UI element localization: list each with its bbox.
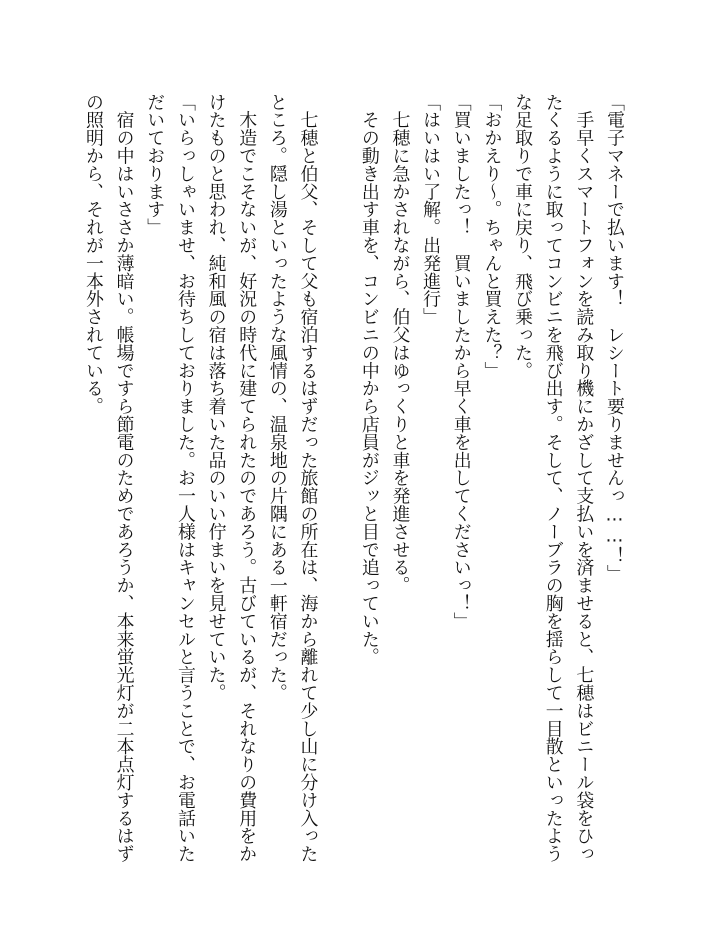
text-column: 「いらっしゃいませ、お待ちしておりました。お一人様はキャンセルと言うことで、お電話いた — [174, 93, 196, 863]
text-column: 宿の中はいささか薄暗い。帳場ですら節電のためであろうか、本来蛍光灯が二本点灯するはず — [113, 93, 135, 863]
text-column: 「電子マネーで払います！ レシート要りませんっ……！」 — [604, 93, 625, 583]
text-column: 木造でこそないが、好況の時代に建てられたのであろう。古びているが、それなりの費用をか — [236, 93, 258, 863]
text-column: 「はいはい了解。出発進行」 — [420, 93, 442, 326]
text-column: だいております」 — [144, 93, 166, 237]
text-column: な足取りで車に戻り、飛び乗った。 — [512, 93, 534, 380]
text-column: 「おかえり〜。ちゃんと買えた？」 — [481, 93, 503, 380]
text-column: けたものと思われ、純和風の宿は落ち着いた品のいい佇まいを見せていた。 — [205, 93, 227, 702]
text-column: 「買いましたっ！ 買いましたから早く車を出してくださいっ！」 — [450, 93, 472, 630]
text-column: 七穂と伯父、そして父も宿泊するはずだった旅館の所在は、海から離れて少し山に分け入った — [297, 93, 319, 863]
text-column: その動き出す車を、コンビニの中から店員がジッと目で追っていた。 — [358, 93, 380, 666]
text-column: 手早くスマートフォンを読み取り機にかざして支払いを済ませると、七穂はビニール袋をひっ — [573, 93, 595, 863]
text-column: たくるように取ってコンビニを飛び出す。そして、ノーブラの胸を揺らして一目散といったよう — [542, 93, 564, 863]
text-column: の照明から、それが一本外されている。 — [82, 93, 104, 416]
text-column: ところ。隠し湯といったような風情の、温泉地の片隅にある一軒宿だった。 — [266, 93, 288, 702]
blank-column — [327, 93, 349, 853]
text-column: 七穂に急かされながら、伯父はゆっくりと車を発進させる。 — [389, 93, 411, 595]
